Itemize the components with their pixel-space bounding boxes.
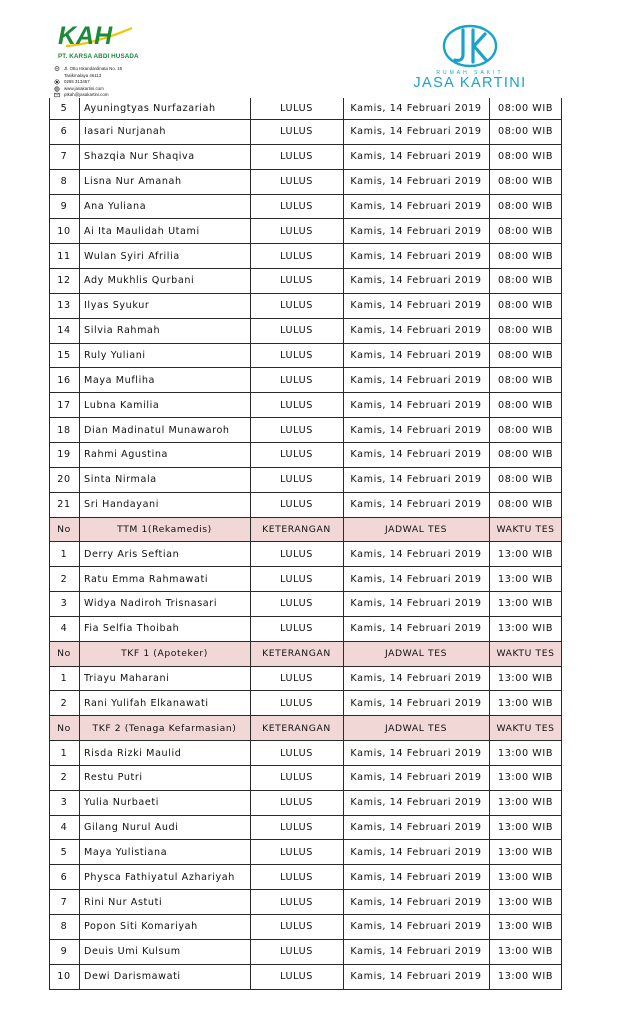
cell-jadwal: Kamis, 14 Februari 2019: [350, 474, 482, 486]
cell-jadwal: Kamis, 14 Februari 2019: [350, 499, 482, 511]
cell-keterangan: LULUS: [280, 871, 313, 883]
cell-no: 9: [60, 946, 68, 958]
cell-jadwal: Kamis, 14 Februari 2019: [350, 871, 482, 883]
cell-keterangan: LULUS: [280, 598, 313, 610]
cell-jadwal: Kamis, 14 Februari 2019: [350, 598, 482, 610]
cell-waktu: 13:00 WIB: [498, 672, 553, 684]
table-row: [49, 865, 562, 890]
cell-waktu: 13:00 WIB: [498, 548, 553, 560]
table-row: [49, 840, 562, 865]
cell-keterangan: LULUS: [280, 822, 313, 834]
cell-name: Derry Aris Seftian: [84, 548, 180, 560]
cell-keterangan: LULUS: [280, 103, 313, 114]
section-title: TKF 2 (Tenaga Kefarmasian): [92, 722, 237, 734]
table-row: [49, 170, 562, 195]
cell-waktu: 08:00 WIB: [498, 350, 553, 362]
contact-list: [54, 66, 204, 99]
cell-jadwal: Kamis, 14 Februari 2019: [350, 250, 482, 262]
cell-no: 4: [60, 822, 68, 834]
cell-waktu: 13:00 WIB: [498, 573, 553, 585]
kah-logo-mark: [54, 22, 138, 52]
table-row: [49, 915, 562, 940]
table-row: [49, 418, 562, 443]
cell-keterangan: LULUS: [280, 325, 313, 337]
table-row: [49, 443, 562, 468]
mail-icon: [54, 92, 60, 97]
header-jadwal: JADWAL TES: [384, 523, 448, 535]
cell-jadwal: Kamis, 14 Februari 2019: [350, 300, 482, 312]
header-no: No: [57, 722, 71, 734]
cell-name: Ratu Emma Rahmawati: [84, 573, 209, 585]
cell-waktu: 13:00 WIB: [498, 623, 553, 635]
cell-waktu: 08:00 WIB: [498, 399, 553, 411]
cell-waktu: 08:00 WIB: [498, 176, 553, 188]
jasa-kartini-logo-icon: [441, 24, 499, 68]
cell-jadwal: Kamis, 14 Februari 2019: [350, 200, 482, 212]
cell-keterangan: LULUS: [280, 350, 313, 362]
table-row: [49, 269, 562, 294]
cell-no: 1: [60, 548, 68, 560]
cell-waktu: 08:00 WIB: [498, 449, 553, 461]
cell-name: Lisna Nur Amanah: [84, 176, 182, 188]
table-row: [49, 691, 562, 716]
cell-name: Iasari Nurjanah: [84, 126, 167, 138]
cell-no: 2: [60, 697, 68, 709]
cell-no: 11: [57, 250, 71, 262]
cell-waktu: 08:00 WIB: [498, 225, 553, 237]
kah-logo: [54, 22, 204, 52]
cell-jadwal: Kamis, 14 Februari 2019: [350, 971, 482, 983]
cell-jadwal: Kamis, 14 Februari 2019: [350, 449, 482, 461]
cell-no: 5: [60, 846, 68, 858]
table-row: [49, 120, 562, 145]
cell-jadwal: Kamis, 14 Februari 2019: [350, 846, 482, 858]
cell-jadwal: Kamis, 14 Februari 2019: [350, 103, 482, 114]
cell-no: 3: [60, 598, 68, 610]
table-row: [49, 592, 562, 617]
table-row: [49, 940, 562, 965]
table-row: [49, 667, 562, 692]
cell-name: Dian Madinatul Munawaroh: [84, 424, 230, 436]
cell-waktu: 13:00 WIB: [498, 971, 553, 983]
cell-no: 12: [57, 275, 71, 287]
hospital-subtitle: RUMAH SAKIT: [436, 70, 504, 76]
cell-no: 6: [60, 871, 68, 883]
cell-jadwal: Kamis, 14 Februari 2019: [350, 672, 482, 684]
cell-no: 8: [60, 921, 68, 933]
cell-waktu: 13:00 WIB: [498, 772, 553, 784]
cell-no: 7: [60, 896, 68, 908]
table-row: [49, 567, 562, 592]
company-name: PT. KARSA ABDI HUSADA: [58, 53, 139, 60]
cell-waktu: 13:00 WIB: [498, 896, 553, 908]
cell-waktu: 08:00 WIB: [498, 300, 553, 312]
contact-phone: 0265 313457: [54, 79, 204, 86]
cell-keterangan: LULUS: [280, 200, 313, 212]
cell-keterangan: LULUS: [280, 971, 313, 983]
table-row: [49, 344, 562, 369]
cell-jadwal: Kamis, 14 Februari 2019: [350, 822, 482, 834]
cell-keterangan: LULUS: [280, 151, 313, 163]
cell-name: Triayu Maharani: [84, 672, 170, 684]
cell-jadwal: Kamis, 14 Februari 2019: [350, 921, 482, 933]
cell-keterangan: LULUS: [280, 250, 313, 262]
cell-keterangan: LULUS: [280, 846, 313, 858]
cell-jadwal: Kamis, 14 Februari 2019: [350, 548, 482, 560]
cell-name: Ana Yuliana: [84, 200, 147, 212]
table-row: [49, 791, 562, 816]
cell-waktu: 13:00 WIB: [498, 921, 553, 933]
cell-keterangan: LULUS: [280, 548, 313, 560]
table-row: [49, 741, 562, 766]
table-row: [49, 493, 562, 518]
cell-keterangan: LULUS: [280, 374, 313, 386]
header-waktu: WAKTU TES: [496, 523, 555, 535]
cell-no: 10: [57, 225, 71, 237]
cell-keterangan: LULUS: [280, 747, 313, 759]
cell-keterangan: LULUS: [280, 921, 313, 933]
cell-keterangan: LULUS: [280, 126, 313, 138]
cell-waktu: 08:00 WIB: [498, 424, 553, 436]
cell-no: 14: [57, 325, 71, 337]
cell-waktu: 13:00 WIB: [498, 797, 553, 809]
cell-name: Yulia Nurbaeti: [84, 797, 159, 809]
cell-jadwal: Kamis, 14 Februari 2019: [350, 772, 482, 784]
cell-jadwal: Kamis, 14 Februari 2019: [350, 176, 482, 188]
table-row: [49, 542, 562, 567]
cell-name: Lubna Kamilia: [84, 399, 160, 411]
cell-name: Restu Putri: [84, 772, 143, 784]
cell-jadwal: Kamis, 14 Februari 2019: [350, 747, 482, 759]
table-row: [49, 98, 562, 120]
cell-jadwal: Kamis, 14 Februari 2019: [350, 325, 482, 337]
section-title: TTM 1(Rekamedis): [117, 523, 212, 535]
cell-jadwal: Kamis, 14 Februari 2019: [350, 797, 482, 809]
cell-keterangan: LULUS: [280, 946, 313, 958]
cell-jadwal: Kamis, 14 Februari 2019: [350, 896, 482, 908]
cell-no: 1: [60, 747, 68, 759]
cell-name: Rini Nur Astuti: [84, 896, 163, 908]
globe-icon: [54, 86, 60, 91]
cell-name: Dewi Darismawati: [84, 971, 181, 983]
cell-jadwal: Kamis, 14 Februari 2019: [350, 350, 482, 362]
cell-jadwal: Kamis, 14 Februari 2019: [350, 623, 482, 635]
cell-keterangan: LULUS: [280, 225, 313, 237]
cell-waktu: 08:00 WIB: [498, 200, 553, 212]
cell-no: 13: [57, 300, 71, 312]
cell-waktu: 08:00 WIB: [498, 325, 553, 337]
table-row: [49, 890, 562, 915]
cell-name: Ilyas Syukur: [84, 300, 150, 312]
header-jadwal: JADWAL TES: [384, 648, 448, 660]
cell-no: 6: [60, 126, 68, 138]
cell-jadwal: Kamis, 14 Februari 2019: [350, 225, 482, 237]
table-row: [49, 766, 562, 791]
cell-name: Ai Ita Maulidah Utami: [84, 225, 200, 237]
header-waktu: WAKTU TES: [496, 648, 555, 660]
table-row: [49, 195, 562, 220]
cell-no: 5: [60, 103, 68, 114]
cell-waktu: 08:00 WIB: [498, 499, 553, 511]
contact-email: ptkah@jasakartini.com: [54, 92, 204, 99]
phone-icon: [54, 79, 60, 84]
cell-name: Widya Nadiroh Trisnasari: [84, 598, 218, 610]
section-title: TKF 1 (Apoteker): [121, 648, 208, 660]
cell-keterangan: LULUS: [280, 449, 313, 461]
cell-waktu: 08:00 WIB: [498, 374, 553, 386]
cell-name: Maya Yulistiana: [84, 846, 168, 858]
cell-no: 15: [57, 350, 71, 362]
cell-name: Wulan Syiri Afrilia: [84, 250, 180, 262]
cell-jadwal: Kamis, 14 Februari 2019: [350, 424, 482, 436]
table-row: [49, 468, 562, 493]
cell-jadwal: Kamis, 14 Februari 2019: [350, 275, 482, 287]
cell-name: Shazqia Nur Shaqiva: [84, 151, 195, 163]
table-row: [49, 219, 562, 244]
cell-no: 8: [60, 176, 68, 188]
cell-waktu: 13:00 WIB: [498, 697, 553, 709]
cell-waktu: 13:00 WIB: [498, 871, 553, 883]
section-header-row: [49, 716, 562, 741]
contact-address: Jl. Otto Iskandardinata No. 15: [54, 66, 204, 73]
cell-keterangan: LULUS: [280, 499, 313, 511]
cell-jadwal: Kamis, 14 Februari 2019: [350, 573, 482, 585]
cell-keterangan: LULUS: [280, 697, 313, 709]
cell-no: 2: [60, 772, 68, 784]
cell-keterangan: LULUS: [280, 672, 313, 684]
section-header-row: [49, 518, 562, 543]
cell-keterangan: LULUS: [280, 474, 313, 486]
cell-name: Physca Fathiyatul Azhariyah: [84, 871, 235, 883]
hospital-name: JASA KARTINI: [413, 75, 527, 91]
header-no: No: [57, 523, 71, 535]
table-row: [49, 816, 562, 841]
location-icon: [54, 66, 60, 71]
cell-keterangan: LULUS: [280, 399, 313, 411]
cell-name: Risda Rizki Maulid: [84, 747, 182, 759]
header-keterangan: KETERANGAN: [262, 648, 331, 660]
cell-name: Silvia Rahmah: [84, 325, 161, 337]
cell-name: Deuis Umi Kulsum: [84, 946, 181, 958]
cell-name: Fia Selfia Thoibah: [84, 623, 180, 635]
cell-waktu: 08:00 WIB: [498, 474, 553, 486]
cell-no: 4: [60, 623, 68, 635]
cell-waktu: 13:00 WIB: [498, 822, 553, 834]
cell-name: Ady Mukhlis Qurbani: [84, 275, 195, 287]
cell-no: 1: [60, 672, 68, 684]
table-row: [49, 393, 562, 418]
cell-keterangan: LULUS: [280, 300, 313, 312]
cell-waktu: 13:00 WIB: [498, 747, 553, 759]
cell-keterangan: LULUS: [280, 176, 313, 188]
cell-keterangan: LULUS: [280, 573, 313, 585]
kah-header: [54, 22, 204, 99]
cell-waktu: 08:00 WIB: [498, 151, 553, 163]
table-row: [49, 244, 562, 269]
cell-waktu: 08:00 WIB: [498, 250, 553, 262]
header-jadwal: JADWAL TES: [384, 722, 448, 734]
kah-logo-text: KAH: [58, 22, 113, 50]
cell-keterangan: LULUS: [280, 797, 313, 809]
cell-jadwal: Kamis, 14 Februari 2019: [350, 126, 482, 138]
cell-no: 10: [57, 971, 71, 983]
cell-name: Maya Mufliha: [84, 374, 155, 386]
cell-waktu: 13:00 WIB: [498, 946, 553, 958]
header-no: No: [57, 648, 71, 660]
header-keterangan: KETERANGAN: [262, 523, 331, 535]
cell-name: Ayuningtyas Nurfazariah: [84, 103, 216, 114]
contact-city: Tasikmalaya 46113: [64, 72, 102, 78]
contact-website: www.jasakartini.com: [54, 86, 204, 93]
header-waktu: WAKTU TES: [496, 722, 555, 734]
table-row: [49, 145, 562, 170]
cell-no: 20: [57, 474, 71, 486]
cell-jadwal: Kamis, 14 Februari 2019: [350, 374, 482, 386]
cell-keterangan: LULUS: [280, 275, 313, 287]
cell-no: 18: [57, 424, 71, 436]
header-keterangan: KETERANGAN: [262, 722, 331, 734]
table-row: [49, 965, 562, 990]
cell-waktu: 13:00 WIB: [498, 598, 553, 610]
cell-name: Popon Siti Komariyah: [84, 921, 198, 933]
cell-name: Ruly Yuliani: [84, 350, 146, 362]
cell-waktu: 08:00 WIB: [498, 275, 553, 287]
cell-name: Sinta Nirmala: [84, 474, 157, 486]
cell-no: 21: [57, 499, 71, 511]
cell-waktu: 13:00 WIB: [498, 846, 553, 858]
cell-no: 9: [60, 200, 68, 212]
section-header-row: [49, 642, 562, 667]
cell-no: 7: [60, 151, 68, 163]
jasa-kartini-header: [395, 24, 545, 91]
cell-no: 2: [60, 573, 68, 585]
table-row: [49, 319, 562, 344]
cell-keterangan: LULUS: [280, 424, 313, 436]
cell-jadwal: Kamis, 14 Februari 2019: [350, 946, 482, 958]
cell-no: 17: [57, 399, 71, 411]
cell-jadwal: Kamis, 14 Februari 2019: [350, 151, 482, 163]
table-row: [49, 294, 562, 319]
cell-jadwal: Kamis, 14 Februari 2019: [350, 697, 482, 709]
cell-no: 3: [60, 797, 68, 809]
cell-no: 16: [57, 374, 71, 386]
cell-keterangan: LULUS: [280, 623, 313, 635]
cell-no: 19: [57, 449, 71, 461]
cell-name: Sri Handayani: [84, 499, 159, 511]
cell-jadwal: Kamis, 14 Februari 2019: [350, 399, 482, 411]
results-table: [49, 98, 562, 990]
cell-name: Rahmi Agustina: [84, 449, 168, 461]
table-row: [49, 617, 562, 642]
cell-waktu: 08:00 WIB: [498, 103, 553, 114]
cell-name: Gilang Nurul Audi: [84, 822, 179, 834]
table-row: [49, 368, 562, 393]
cell-waktu: 08:00 WIB: [498, 126, 553, 138]
cell-keterangan: LULUS: [280, 772, 313, 784]
cell-name: Rani Yulifah Elkanawati: [84, 697, 209, 709]
cell-keterangan: LULUS: [280, 896, 313, 908]
